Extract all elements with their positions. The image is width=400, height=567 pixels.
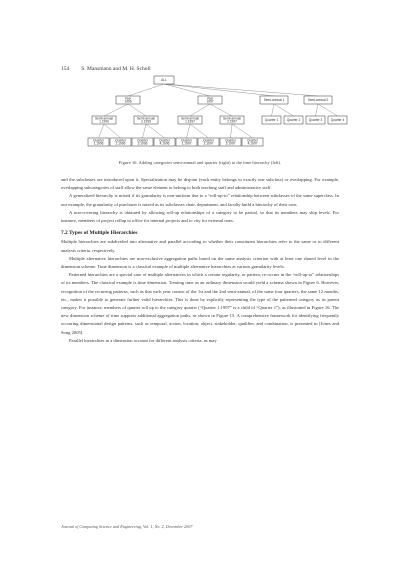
hierarchy-node: [198, 96, 222, 104]
node-label: Year: [206, 96, 214, 101]
node-label: Quarter: [203, 138, 214, 143]
hierarchy-node: [176, 138, 197, 146]
page-number: 154: [61, 66, 70, 72]
node-label: Quarter 1: [264, 118, 279, 123]
hierarchy-node: [92, 116, 116, 124]
node-label: 1.1997: [185, 119, 195, 124]
article-body: [61, 176, 339, 345]
hierarchy-edge: [190, 104, 210, 116]
hierarchy-edge: [316, 104, 319, 116]
hierarchy-node: [132, 138, 153, 146]
node-label: 1996: [124, 99, 132, 104]
hierarchy-node: [284, 116, 303, 124]
time-hierarchy-diagram: [86, 74, 348, 158]
node-label: 1.1997: [181, 141, 192, 146]
hierarchy-edge: [232, 124, 253, 138]
node-label: Year: [124, 96, 132, 101]
node-label: Quarter: [225, 138, 236, 143]
hierarchy-edge: [231, 124, 233, 138]
hierarchy-edge: [104, 104, 128, 116]
hierarchy-node: [220, 116, 244, 124]
node-label: 4.1996: [159, 141, 170, 146]
node-label: Quarter: [247, 138, 258, 143]
node-label: Quarter: [159, 138, 170, 143]
figure-16: [86, 74, 348, 158]
paragraph: A non-covering hierarchy is obtained by allowing roll-up relationships of a category to be partial, so that its members may skip levels. For instance, members of project rollup to office for internal projects and to city for external ones.: [61, 209, 339, 224]
paragraph: Multiple alternative hierarchies are non-exclusive aggregation paths based on the same analysis criterion with at least one shared level in the dimension scheme. Time dimension is a classical example of multiple alternative hierarchies at various granularity levels.: [61, 255, 339, 270]
hierarchy-edges: [99, 84, 338, 138]
hierarchy-node: [328, 116, 347, 124]
paragraph: A generalized hierarchy is mixed if its granularity is non-uniform due to a “roll-up-to” relationship between subclasses of the same superclass. In our example, the granularity of purchaser is mixed as its subclasses chair, department, and faculty build a hierarchy of their own.: [61, 193, 339, 207]
hierarchy-node: [304, 96, 332, 104]
hierarchy-node: [134, 116, 158, 124]
node-label: Quarter 4: [330, 118, 345, 123]
hierarchy-node: [262, 116, 281, 124]
hierarchy-node: [178, 116, 202, 124]
hierarchy-edge: [318, 104, 338, 116]
node-label: Semi-annual: [95, 116, 113, 121]
paragraph: Multiple hierarchies are subdivided into alternative and parallel according to whether their constituent hierarchies refer to the same or to different analysis criteria, respectively.: [61, 239, 339, 253]
hierarchy-node: [260, 96, 288, 104]
node-label: Semi-annual: [223, 116, 241, 121]
section-heading: 7.2 Types of Multiple Hierarchies: [61, 230, 138, 237]
node-label: 1.1996: [99, 119, 109, 124]
node-label: Semi-annual: [137, 116, 155, 121]
node-label: 2.1996: [141, 119, 151, 124]
node-label: 3.1997: [225, 141, 236, 146]
hierarchy-edge: [164, 84, 274, 96]
paragraph: and the subclasses are introduced upon it. Specialization may be disjoint (each entity belongs to exactly one subclass) or overlapping. For example, overlapping subcategories of staff allow the same element to belong to both teaching staff and administrative staff.: [61, 177, 339, 191]
node-label: 4.1997: [247, 141, 258, 146]
hierarchy-edge: [272, 104, 275, 116]
node-label: Quarter: [181, 138, 192, 143]
node-label: ALL: [161, 78, 167, 83]
node-label: Semi-annual: [181, 116, 199, 121]
hierarchy-nodes: [88, 76, 347, 146]
node-label: 3.1996: [137, 141, 148, 146]
node-label: 2.1997: [203, 141, 214, 146]
node-label: Quarter: [115, 138, 126, 143]
header-authors: S. Mansmann and M. H. Scholl: [81, 66, 151, 72]
node-label: 1997: [206, 99, 214, 104]
hierarchy-node: [88, 138, 109, 146]
paragraph: Parallel hierarchies in a dimension account for different analysis criteria, as may: [69, 337, 217, 343]
hierarchy-node: [116, 96, 140, 104]
hierarchy-node: [306, 116, 325, 124]
hierarchy-edge: [210, 104, 232, 116]
hierarchy-node: [198, 138, 219, 146]
node-label: 1.1996: [93, 141, 104, 146]
node-label: Quarter: [93, 138, 104, 143]
node-label: 2.1997: [227, 119, 237, 124]
node-label: Quarter 3: [308, 118, 323, 123]
hierarchy-edge: [143, 124, 147, 138]
node-label: 2.1996: [115, 141, 126, 146]
hierarchy-edge: [128, 84, 164, 96]
hierarchy-edge: [128, 104, 146, 116]
hierarchy-node: [110, 138, 131, 146]
hierarchy-node: [242, 138, 263, 146]
hierarchy-edge: [274, 104, 294, 116]
hierarchy-node: [154, 76, 174, 84]
figure-caption: Figure 16. Adding categories semi-annual and quarter (right) to the time hierarchy (left).: [118, 160, 282, 165]
paragraph: Patterned hierarchies are a special case of multiple alternatives in which a certain regularity, or pattern, re-occurs in the “roll-up-to” relationships of its members. The classical example is time dimension. Treating time as an ordinary dimension would yield a schema shown in Figure 6. However, recognition of the recurring patterns, such as that each year consist of the 1st and the 2nd semi-annual, of the same four quarters, the same 12 months, etc., makes it possible to generate further valid hierarchies. This is done by explicitly representing the type of the patterned category as its parent category. For instance, members of quarter roll up to the category quarter (“Quarter 1.1997” is a child of “Quarter 1”), as illustrated in Figure 16. The new dimension scheme of time supports additional aggregation paths, as shown in Figure 15. A comprehensive framework for identifying frequently occurring dimensional design patterns, such as temporal, action, location, object, stakeholder, qualifier, and combination, is presented in [Jones and Song 2005].: [61, 272, 339, 335]
hierarchy-edge: [104, 124, 121, 138]
journal-footer: Journal of Computing Science and Engineering, Vol. 1, No. 2, December 2007: [61, 524, 193, 529]
hierarchy-edge: [146, 124, 165, 138]
node-label: Semi-annual 1: [263, 98, 285, 103]
running-header: [61, 66, 339, 72]
hierarchy-node: [220, 138, 241, 146]
hierarchy-edge: [190, 124, 209, 138]
node-label: Quarter: [137, 138, 148, 143]
hierarchy-edge: [99, 124, 105, 138]
node-label: Quarter 2: [286, 118, 301, 123]
hierarchy-node: [154, 138, 175, 146]
node-label: Semi-annual 2: [307, 98, 329, 103]
hierarchy-edge: [187, 124, 191, 138]
